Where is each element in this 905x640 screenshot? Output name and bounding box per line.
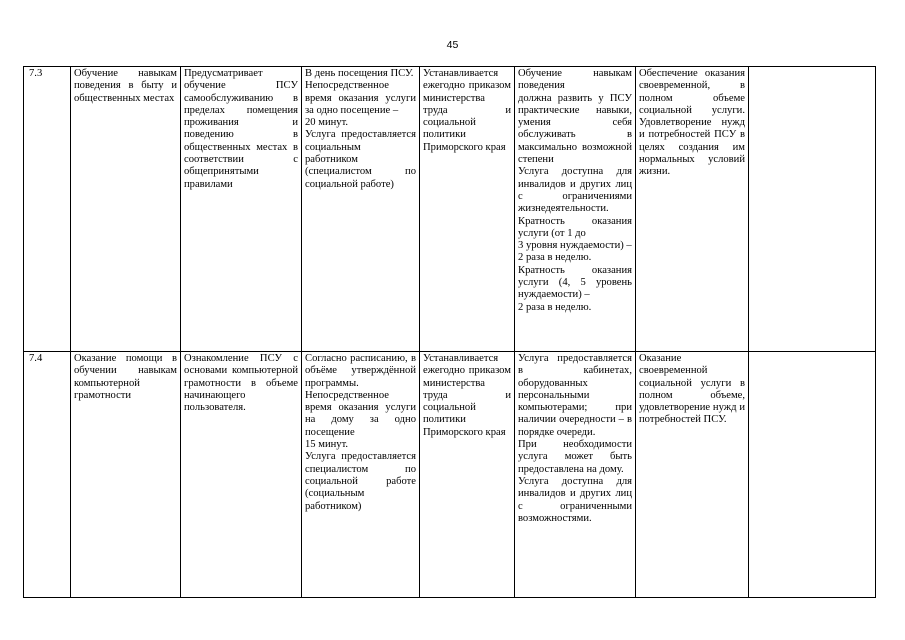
conditions-line: 2 раза в неделю. — [518, 252, 592, 264]
conditions-line: Обучение навыкам поведения — [518, 68, 632, 92]
row-number: 7.3 — [24, 67, 71, 352]
service-conditions — [515, 67, 636, 352]
conditions-line: Кратность оказания услуги (4, 5 уровень нуждаемости) – — [518, 264, 632, 301]
empty-cell — [749, 67, 876, 352]
services-table — [23, 66, 876, 598]
row-number: 7.4 — [24, 352, 71, 598]
service-timing — [302, 67, 420, 352]
table-row — [24, 352, 876, 598]
service-name: Обучение навыкам поведения в быту и общественных местах — [71, 67, 181, 352]
timing-line: Согласно расписанию, в объёме утверждённой программы. — [305, 353, 416, 389]
conditions-line: 2 раза в неделю. — [518, 301, 592, 313]
empty-cell — [749, 352, 876, 598]
timing-line: Услуга предоставляется специалистом по социальной работе (социальным работником) — [305, 451, 416, 512]
service-cost: Устанавливается ежегодно приказом министерства труда и социальной политики Приморского края — [420, 352, 515, 598]
timing-line: Непосредственное время оказания услуги на дому за одно посещение — [305, 389, 416, 438]
service-name: Оказание помощи в обучении навыкам компьютерной грамотности — [71, 352, 181, 598]
service-result: Обеспечение оказания своевременной, в полном объеме социальной услуги. Удовлетворение нужд и потребностей ПСУ в целях создания им нормальных условий жизни. — [636, 67, 749, 352]
timing-line: В день посещения ПСУ. — [305, 68, 414, 79]
timing-line: 15 минут. — [305, 439, 349, 451]
timing-line: 20 минут. — [305, 117, 349, 129]
service-result: Оказание своевременной социальной услуги в полном объеме, удовлетворение нужд и потребностей ПСУ. — [636, 352, 749, 598]
service-cost: Устанавливается ежегодно приказом министерства труда и социальной политики Приморского края — [420, 67, 515, 352]
conditions-line: Услуга доступна для инвалидов и других лиц с ограничениями жизнедеятельности. — [518, 166, 632, 215]
timing-line: Услуга предоставляется социальным работником (специалистом по социальной работе) — [305, 129, 416, 190]
page-number: 45 — [446, 39, 459, 51]
table-row — [24, 67, 876, 352]
conditions-line: Кратность оказания услуги (от 1 до — [518, 215, 632, 239]
service-content: Ознакомление ПСУ с основами компьютерной грамотности в объеме начинающего пользователя. — [181, 352, 302, 598]
service-timing — [302, 352, 420, 598]
conditions-line: Услуга доступна для инвалидов и других лиц с ограниченными возможностями. — [518, 475, 632, 524]
timing-line: Непосредственное время оказания услуги за одно посещение – — [305, 80, 416, 116]
service-content: Предусматривает обучение ПСУ самообслуживанию в пределах помещения проживания и поведению в общественных местах в соответствии с общепринятыми правилами — [181, 67, 302, 352]
conditions-line: должна развить у ПСУ практические навыки, умения себя обслуживать в максимально возможной степени — [518, 92, 632, 166]
conditions-line: При необходимости услуга может быть предоставлена на дому. — [518, 439, 632, 475]
service-conditions — [515, 352, 636, 598]
conditions-line: Услуга предоставляется в кабинетах, оборудованных персональными компьютерами; при наличии очередности – в порядке очереди. — [518, 353, 632, 438]
conditions-line: 3 уровня нуждаемости) – — [518, 240, 632, 252]
